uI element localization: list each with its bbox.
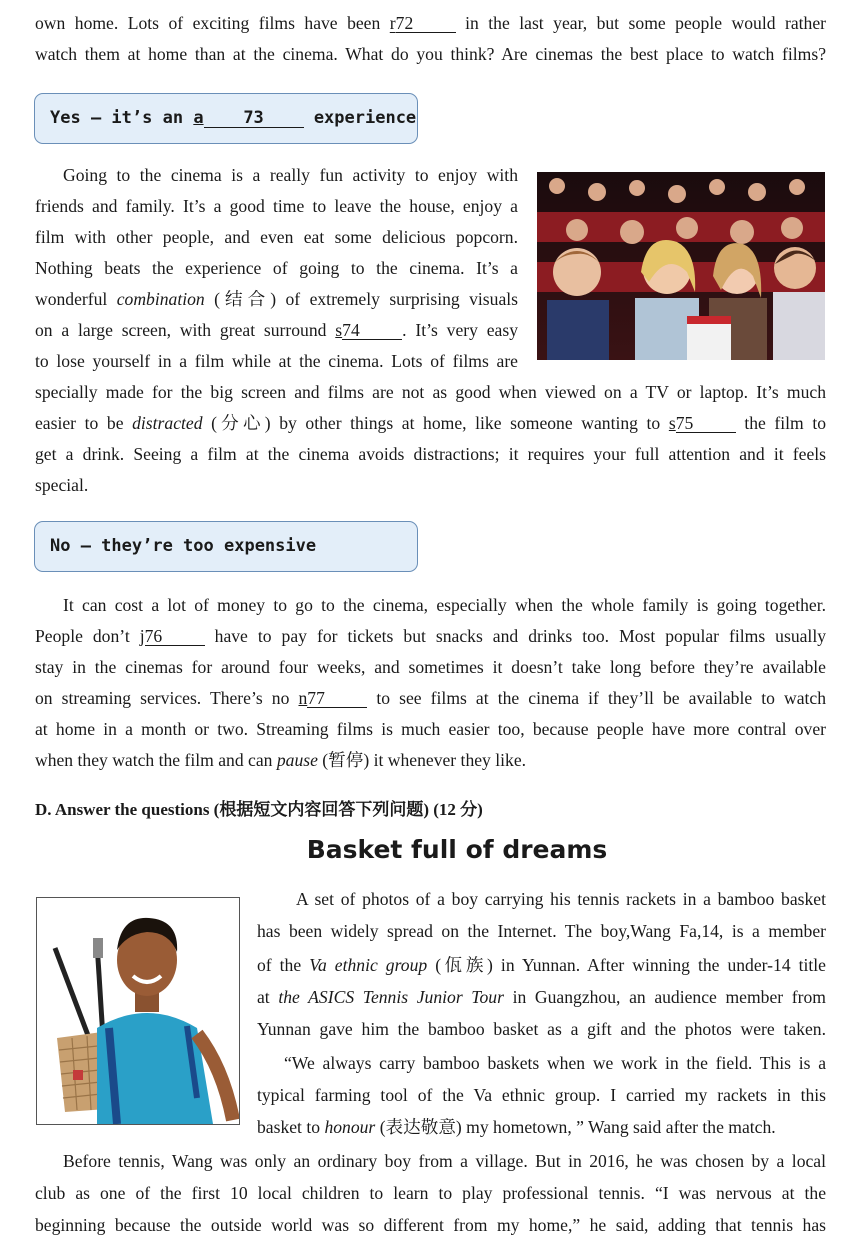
yes-line-4: Nothing beats the experience of going to the cinema. It’s a [35,258,518,278]
story-line-10: club as one of the first 10 local children to learn to play professional tennis. “I was nervous at the [35,1183,826,1203]
story-title: Basket full of dreams [306,835,608,864]
story-line-4: at the ASICS Tennis Junior Tour in Guangzhou, an audience member from [257,987,826,1007]
story-line-1: A set of photos of a boy carrying his tennis rackets in a bamboo basket [296,889,826,909]
yes-line-3: film with other people, and even eat some delicious popcorn. [35,227,518,247]
story-line-6: “We always carry bamboo baskets when we work in the field. This is a [284,1053,826,1073]
story-line-7: typical farming tool of the Va ethnic group. I carried my rackets in this [257,1085,826,1105]
yes-line-9: easier to be distracted (分心) by other things at home, like someone wanting to s75 the film to [35,413,827,433]
yes-line-5: wonderful combination (结合) of extremely surprising visuals [35,289,518,309]
no-line-4: on streaming services. There’s no n77 to see films at the cinema if they’ll be available to watch [35,688,827,708]
story-line-3: of the Va ethnic group (佤族) in Yunnan. After winning the under-14 title [257,955,826,975]
blank-74[interactable]: s74 [335,320,402,340]
story-line-9: Before tennis, Wang was only an ordinary boy from a village. But in 2016, he was chosen by a local [63,1151,826,1171]
yes-line-8: specially made for the big screen and films are not as good when viewed on a TV or laptop. It’s much [35,382,826,402]
intro-line-2: watch them at home than at the cinema. What do you think? Are cinemas the best place to watch films? [35,44,826,64]
boy-with-basket-image [36,897,240,1125]
intro-line-1: own home. Lots of exciting films have been r72 in the last year, but some people would rather [35,13,827,33]
story-line-5: Yunnan gave him the bamboo basket as a gift and the photos were taken. [257,1019,826,1039]
story-line-8: basket to honour (表达敬意) my hometown, ” Wang said after the match. [257,1117,776,1137]
no-heading: No – they’re too expensive [50,536,317,556]
yes-heading-box [34,93,418,144]
no-heading-box [34,521,418,572]
blank-73[interactable]: a 73 [193,108,303,128]
yes-line-6: on a large screen, with great surround s74 . It’s very easy [35,320,518,340]
yes-line-10: get a drink. Seeing a film at the cinema avoids distractions; it requires your full attention and it feels [35,444,826,464]
blank-75[interactable]: s75 [669,413,736,433]
yes-line-2: friends and family. It’s a good time to leave the house, enjoy a [35,196,518,216]
story-line-11: beginning because the outside world was so different from my home,” he said, adding that tennis has [35,1215,826,1235]
cinema-audience-image [537,172,825,360]
yes-line-1: Going to the cinema is a really fun activity to enjoy with [63,165,518,185]
no-line-2: People don’t j76 have to pay for tickets but snacks and drinks too. Most popular films usually [35,626,827,646]
no-line-1: It can cost a lot of money to go to the cinema, especially when the whole family is going together. [63,595,826,615]
blank-77[interactable]: n77 [298,688,367,708]
yes-line-7: to lose yourself in a film while at the cinema. Lots of films are [35,351,518,371]
no-line-6: when they watch the film and can pause (暂停) it whenever they like. [35,750,527,770]
story-line-2: has been widely spread on the Internet. The boy,Wang Fa,14, is a member [257,921,826,941]
yes-heading: Yes – it’s an a 73 experience [50,108,417,128]
no-line-5: at home in a month or two. Streaming films is much easier too, because people have more contral over [35,719,826,739]
yes-line-11: special. [35,475,89,495]
blank-76[interactable]: j76 [140,626,205,646]
no-line-3: stay in the cinemas for around four weeks, and sometimes it doesn’t take long before they’re available [35,657,826,677]
blank-72[interactable]: r72 [390,12,456,34]
section-d-heading: D. Answer the questions (根据短文内容回答下列问题) (12 分) [35,800,483,819]
